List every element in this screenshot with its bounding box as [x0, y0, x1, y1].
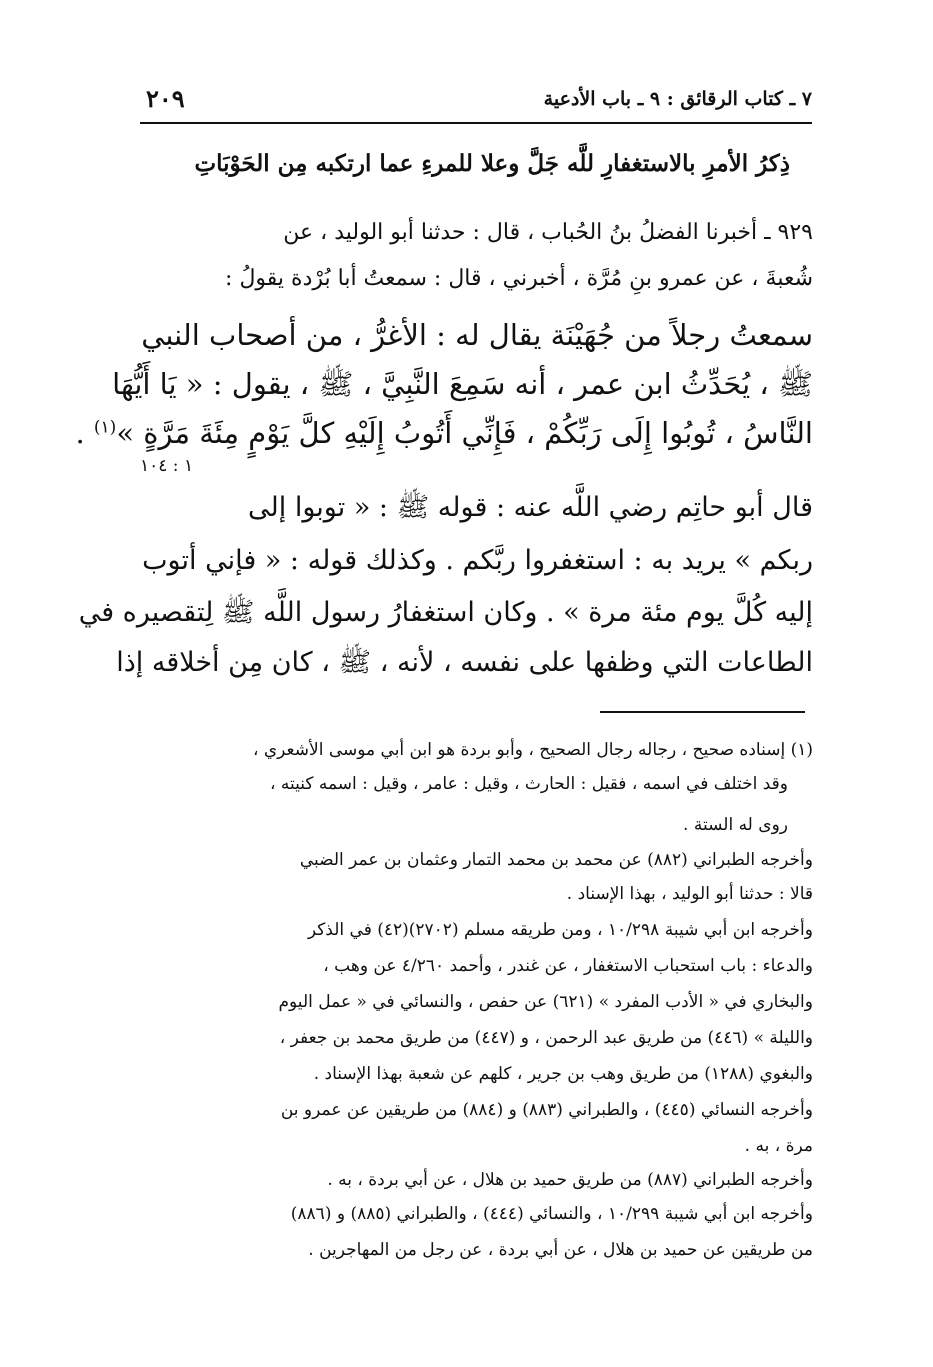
chapter-title: ٧ ـ كتاب الرقائق : ٩ ـ باب الأدعية [543, 88, 812, 110]
footnote-line: روى له الستة . [683, 815, 788, 835]
running-header [140, 80, 812, 120]
footnote-line: وأخرجه ابن أبي شيبة ١٠/٢٩٩ ، والنسائي (٤٤٤) ، والطبراني (٨٨٥) و (٨٨٦) [290, 1204, 813, 1224]
footnote-line: والليلة » (٤٤٦) من طريق عبد الرحمن ، و (٤٤٧) من طريق محمد بن جعفر ، [279, 1028, 813, 1048]
hadith-text-line-3-end: . [75, 416, 94, 450]
footnote-line: والدعاء : باب استحباب الاستغفار ، عن غندر ، وأحمد ٤/٢٦٠ عن وهب ، [323, 956, 813, 976]
footnote-line: (١) إسناده صحيح ، رجاله رجال الصحيح ، وأبو بردة هو ابن أبي موسى الأشعري ، [252, 740, 813, 760]
header-rule [140, 122, 812, 124]
footnote-line: مرة ، به . [744, 1136, 813, 1156]
isnad-line-2: شُعبةَ ، عن عمرو بنِ مُرَّة ، أخبرني ، قال : سمعتُ أبا بُرْدة يقولُ : [225, 266, 813, 291]
commentary-line-1: قال أبو حاتِم رضي اللَّه عنه : قوله ﷺ : « توبوا إلى [248, 492, 813, 523]
commentary-line-3: إليه كُلَّ يوم مئة مرة » . وكان استغفارُ رسول اللَّه ﷺ لِتقصيره في [78, 597, 813, 628]
page-number: ٢٠٩ [146, 84, 185, 113]
section-heading: ذِكرُ الأمرِ بالاستغفارِ للَّه جَلَّ وعلا للمرءِ عما ارتكبه مِن الحَوْبَاتِ [194, 150, 790, 177]
cross-reference: ١ : ١٠٤ [140, 456, 194, 476]
hadith-text-line-2: ﷺ ، يُحَدِّثُ ابن عمر ، أنه سَمِعَ النَّبِيَّ ، ﷺ ، يقول : « يَا أَيُّهَا [112, 367, 813, 401]
footnote-line: وأخرجه الطبراني (٨٨٧) من طريق حميد بن هلال ، عن أبي بردة ، به . [327, 1170, 813, 1190]
hadith-text-line-3-body: النَّاسُ ، تُوبُوا إِلَى رَبِّكُمْ ، فَإِنِّي أَتُوبُ إِلَيْهِ كلَّ يَوْمٍ مِئَةَ مَرَّةٍ » [116, 416, 813, 450]
hadith-text-line-3 [75, 416, 813, 450]
isnad-line-1: ٩٢٩ ـ أخبرنا الفضلُ بنُ الحُباب ، قال : حدثنا أبو الوليد ، عن [283, 220, 813, 245]
footnote-line: قالا : حدثنا أبو الوليد ، بهذا الإسناد . [566, 884, 813, 904]
commentary-line-4: الطاعات التي وظفها على نفسه ، لأنه ، ﷺ ، كان مِن أخلاقه إذا [116, 647, 813, 678]
hadith-text-line-1: سمعتُ رجلاً من جُهَيْنَة يقال له : الأغرُّ ، من أصحاب النبي [141, 318, 813, 352]
footnote-marker: (١) [93, 417, 117, 438]
footnote-line: وقد اختلف في اسمه ، فقيل : الحارث ، وقيل : عامر ، وقيل : اسمه كنيته ، [269, 774, 788, 794]
footnote-line: والبخاري في « الأدب المفرد » (٦٢١) عن حفص ، والنسائي في « عمل اليوم [278, 992, 813, 1012]
footnote-separator [600, 711, 805, 713]
footnote-line: والبغوي (١٢٨٨) من طريق وهب بن جرير ، كلهم عن شعبة بهذا الإسناد . [313, 1064, 813, 1084]
footnote-line: وأخرجه ابن أبي شيبة ١٠/٢٩٨ ، ومن طريقه مسلم (٢٧٠٢)(٤٢) في الذكر [307, 920, 813, 940]
footnote-line: من طريقين عن حميد بن هلال ، عن أبي بردة ، عن رجل من المهاجرين . [308, 1240, 813, 1260]
footnote-line: وأخرجه النسائي (٤٤٥) ، والطبراني (٨٨٣) و (٨٨٤) من طريقين عن عمرو بن [280, 1100, 813, 1120]
commentary-line-2: ربكم » يريد به : استغفروا ربَّكم . وكذلك قوله : « فإني أتوب [142, 545, 813, 576]
footnote-line: وأخرجه الطبراني (٨٨٢) عن محمد بن محمد التمار وعثمان بن عمر الضبي [299, 850, 813, 870]
